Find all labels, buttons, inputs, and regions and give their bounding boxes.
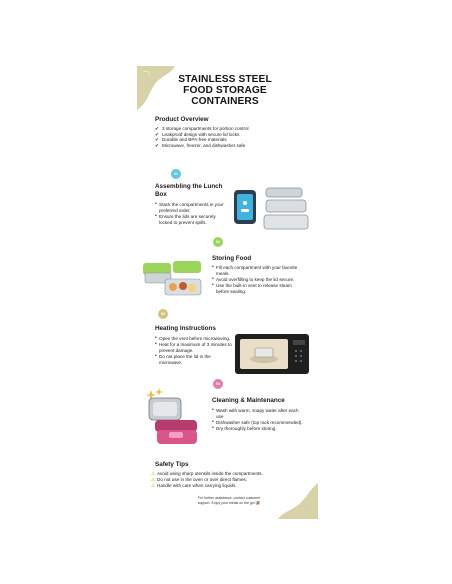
checkmark-icon: ✔ xyxy=(155,143,159,149)
list-item: ⚠ Avoid using sharp utensils inside the compartments. xyxy=(151,471,263,476)
list-item: ✔ Microwave, freezer, and dishwasher safe xyxy=(155,143,246,149)
list-item: ✔ 3 storage compartments for portion control xyxy=(155,126,249,131)
step-badge-04: 04 xyxy=(213,379,223,389)
instruction-sheet xyxy=(137,66,318,519)
warning-icon: ⚠ xyxy=(151,477,156,483)
title-line-2: FOOD STORAGE xyxy=(183,85,267,96)
list-item: • Avoid overfilling to keep the lid secure. xyxy=(212,275,295,282)
list-item: • Ensure the lids are securely locked to prevent spills. xyxy=(155,212,216,225)
step-badge-01: 01 xyxy=(171,169,181,179)
list-item: • Dry thoroughly before storing. xyxy=(212,424,277,431)
step-03-heading: Heating Instructions xyxy=(155,325,216,332)
step-badge-02: 02 xyxy=(213,237,223,247)
microwave-image xyxy=(235,332,311,376)
list-item: • Dishwasher safe (top rack recommended). xyxy=(212,418,303,425)
warning-icon: ⚠ xyxy=(151,483,156,489)
list-item: ✔ Durable and BPA-free materials xyxy=(155,137,227,143)
list-item: ✔ Leakproof design with secure lid locks xyxy=(155,131,240,137)
list-item: ⚠ Handle with care when carrying liquids. xyxy=(151,483,237,489)
warning-icon: ⚠ xyxy=(151,471,156,476)
step-01-heading: Assembling the Lunch Box xyxy=(155,183,223,198)
checkmark-icon: ✔ xyxy=(155,137,159,143)
step-04-heading: Cleaning & Maintenance xyxy=(212,397,285,404)
footer-note xyxy=(169,496,289,505)
step-01-list xyxy=(155,202,229,226)
list-item: • Heat for a maximum of 3 minutes to prevent damage. xyxy=(155,341,232,353)
list-item: • Use the built-in vent to release steam before sealing. xyxy=(212,281,292,294)
footer-line-1: For further assistance, contact customer xyxy=(197,496,261,500)
corner-blob-top-left xyxy=(137,66,177,111)
checkmark-icon: ✔ xyxy=(155,131,159,137)
list-item: • Open the vent before microwaving. xyxy=(155,335,231,341)
step-badge-03: 03 xyxy=(158,309,168,319)
step-02-list xyxy=(212,265,304,295)
step-03-list xyxy=(155,336,233,366)
list-item: • Fill each compartment with your favorite meals. xyxy=(212,264,298,276)
safety-heading: Safety Tips xyxy=(155,461,189,468)
clean-containers-image xyxy=(141,386,205,450)
list-item: • Wash with warm, soapy water after each use. xyxy=(212,407,299,419)
list-item: ⚠ Do not use in the oven or over direct flames. xyxy=(151,477,248,483)
step-04-list xyxy=(212,408,308,432)
lunchbox-stack-image xyxy=(232,184,310,234)
overview-heading: Product Overview xyxy=(155,116,209,123)
footer-line-2: support. Enjoy your meals on the go! 🍱 xyxy=(197,500,261,505)
list-item: • Do not place the lid in the microwave. xyxy=(155,352,211,365)
overview-list xyxy=(155,126,305,149)
page-title xyxy=(175,74,275,107)
list-item: • Stack the compartments in your preferred order. xyxy=(155,201,224,213)
checkmark-icon: ✔ xyxy=(155,126,159,131)
step-02-heading: Storing Food xyxy=(212,255,252,262)
containers-with-food-image xyxy=(141,259,207,301)
safety-list xyxy=(151,471,311,489)
title-line-3: CONTAINERS xyxy=(191,96,259,107)
title-line-1: STAINLESS STEEL xyxy=(178,74,272,85)
